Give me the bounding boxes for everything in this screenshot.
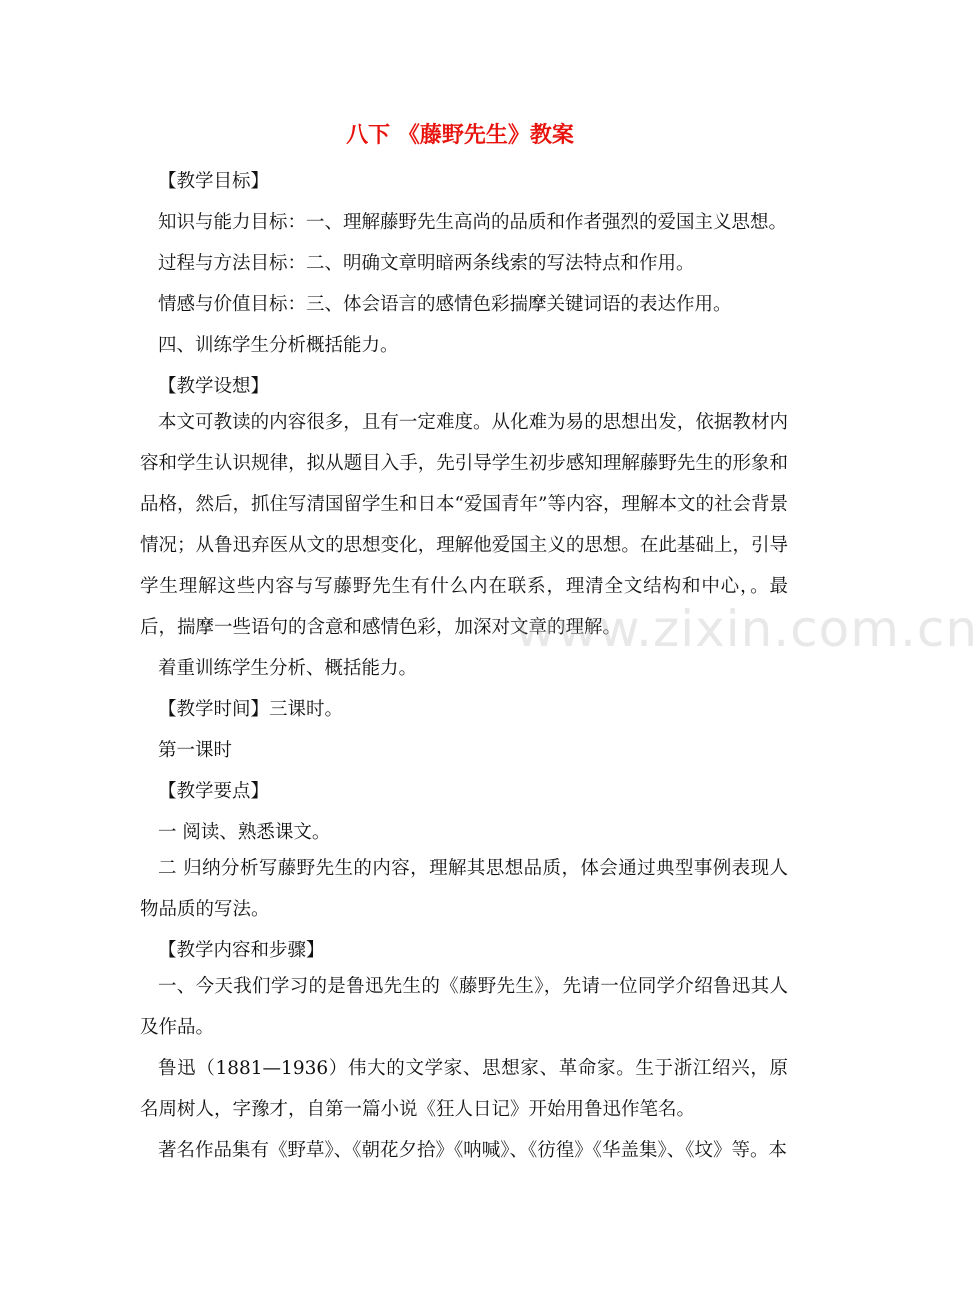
section-heading-design: 【教学设想】	[158, 376, 270, 397]
paragraph-teaching-time: 【教学时间】三课时。	[158, 699, 344, 720]
paragraph-key-point-one: 一 阅读、熟悉课文。	[158, 822, 331, 843]
paragraph-first-lesson: 第一课时	[158, 740, 233, 761]
document-title: 八下 《藤野先生》教案	[346, 122, 574, 148]
paragraph-step-one: 一、今天我们学习的是鲁迅先生的《藤野先生》，先请一位同学介绍鲁迅其人及作品。	[140, 976, 788, 1038]
paragraph-knowledge-goal: 知识与能力目标：一、理解藤野先生高尚的品质和作者强烈的爱国主义思想。	[158, 212, 788, 233]
section-heading-content-steps: 【教学内容和步骤】	[158, 940, 325, 961]
paragraph-goal-four: 四、训练学生分析概括能力。	[158, 335, 399, 356]
section-heading-key-points: 【教学要点】	[158, 781, 270, 802]
paragraph-design-body: 本文可教读的内容很多，且有一定难度。从化难为易的思想出发，依据教材内容和学生认识规律，拟从题目入手，先引导学生初步感知理解藤野先生的形象和品格，然后，抓住写清国留学生和日本“爱国青年”等内容，理解本文的社会背景情况；从鲁迅弃医从文的思想变化，理解他爱国主义的思想。在此基础上，引导学生理解这些内容与写藤野先生有什么内在联系，理清全文结构和中心，。最后，揣摩一些语句的含意和感情色彩，加深对文章的理解。	[140, 412, 788, 638]
paragraph-works: 著名作品集有《野草》、《朝花夕拾》《呐喊》、《彷徨》《华盖集》、《坟》等。本	[158, 1140, 788, 1161]
watermark-text: www.zixin.com.cn	[515, 600, 978, 658]
paragraph-emotion-goal: 情感与价值目标：三、体会语言的感情色彩揣摩关键词语的表达作用。	[158, 294, 732, 315]
paragraph-focus: 着重训练学生分析、概括能力。	[158, 658, 418, 679]
paragraph-luxun-bio: 鲁迅（1881—1936）伟大的文学家、思想家、革命家。生于浙江绍兴，原名周树人，字豫才，自第一篇小说《狂人日记》开始用鲁迅作笔名。	[140, 1058, 788, 1120]
section-heading-objectives: 【教学目标】	[158, 171, 270, 192]
paragraph-key-point-two: 二 归纳分析写藤野先生的内容，理解其思想品质，体会通过典型事例表现人物品质的写法。	[140, 858, 788, 920]
paragraph-process-goal: 过程与方法目标：二、明确文章明暗两条线索的写法特点和作用。	[158, 253, 695, 274]
